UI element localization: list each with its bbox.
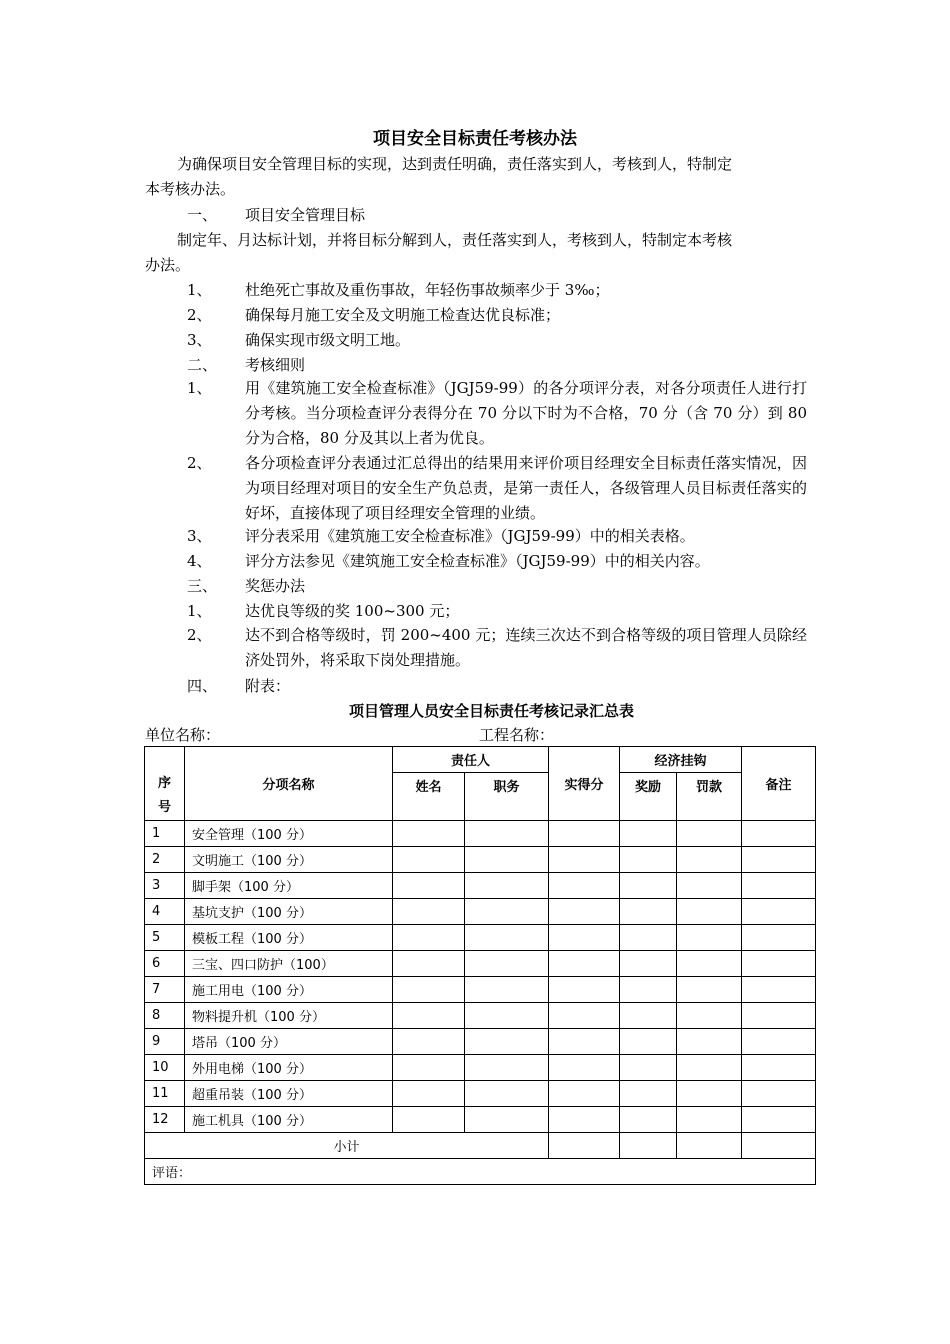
header-reward: 奖励 [620,773,677,821]
project-name-label: 工程名称： [479,726,555,744]
cell-penalty [677,1055,742,1081]
table-row [145,977,816,1003]
subtotal-reward [620,1133,677,1159]
row-number: 2 [145,847,185,873]
table-row [145,1055,816,1081]
cell-reward [620,951,677,977]
cell-remark [742,1081,816,1107]
cell-name [393,977,465,1003]
cell-name [393,847,465,873]
cell-position [465,847,549,873]
section-2-item-text: 各分项检查评分表通过汇总得出的结果用来评价项目经理安全目标责任落实情况，因为项目经理对项目的安全生产负总责，是第一责任人，各级管理人员目标责任落实的好坏，直接体现了项目经理安全管理的业绩。 [245,454,807,522]
cell-position [465,899,549,925]
cell-position [465,977,549,1003]
cell-penalty [677,873,742,899]
cell-name [393,873,465,899]
cell-reward [620,899,677,925]
cell-reward [620,977,677,1003]
table-row [145,847,816,873]
cell-remark [742,847,816,873]
cell-position [465,1081,549,1107]
table-row [145,1107,816,1133]
cell-penalty [677,1029,742,1055]
cell-remark [742,1107,816,1133]
cell-name [393,821,465,847]
subtotal-penalty [677,1133,742,1159]
section-3-item-text: 达优良等级的奖 100~300 元； [245,602,460,620]
unit-name-label: 单位名称： [145,726,221,744]
section-1-item-text: 确保每月施工安全及文明施工检查达优良标准； [245,306,561,324]
section-3-heading: 奖惩办法 [245,577,306,595]
cell-score [549,1003,620,1029]
section-1-para-line-1: 制定年、月达标计划，并将目标分解到人，责任落实到人，考核到人，特制定本考核 [177,231,733,249]
cell-score [549,847,620,873]
section-1-item-number: 2、 [187,306,212,324]
section-2-item-text: 评分表采用《建筑施工安全检查标准》（JGJ59-99）中的相关表格。 [245,527,695,545]
row-number: 7 [145,977,185,1003]
cell-score [549,821,620,847]
header-serial-bottom: 号 [157,800,171,815]
cell-penalty [677,899,742,925]
cell-remark [742,1055,816,1081]
section-2-item-number: 1、 [187,379,212,397]
cell-remark [742,821,816,847]
comment-label: 评语： [145,1159,816,1185]
cell-penalty [677,977,742,1003]
section-1-item-number: 1、 [187,281,212,299]
row-number: 12 [145,1107,185,1133]
section-4-heading: 附表： [245,677,291,695]
section-2-item-number: 2、 [187,454,212,472]
subtotal-remark [742,1133,816,1159]
row-item: 脚手架（100 分） [185,873,393,899]
cell-remark [742,899,816,925]
cell-position [465,821,549,847]
section-1-item-text: 确保实现市级文明工地。 [245,331,411,349]
row-item: 文明施工（100 分） [185,847,393,873]
cell-name [393,1055,465,1081]
table-row [145,1081,816,1107]
cell-reward [620,1029,677,1055]
cell-position [465,873,549,899]
cell-name [393,1003,465,1029]
cell-reward [620,1081,677,1107]
section-1-number: 一、 [187,206,218,224]
intro-line-2: 本考核办法。 [145,180,236,198]
cell-remark [742,951,816,977]
cell-penalty [677,1107,742,1133]
header-responsible: 责任人 [393,747,549,773]
cell-reward [620,1107,677,1133]
header-score: 实得分 [549,747,620,821]
section-4-number: 四、 [187,677,218,695]
row-number: 4 [145,899,185,925]
section-2-item-number: 4、 [187,552,212,570]
row-number: 9 [145,1029,185,1055]
section-3-item-number: 2、 [187,626,212,644]
table-title: 项目管理人员安全目标责任考核记录汇总表 [348,702,634,720]
table-row [145,821,816,847]
header-position: 职务 [465,773,549,821]
cell-name [393,925,465,951]
header-name: 姓名 [393,773,465,821]
cell-score [549,1107,620,1133]
section-2-number: 二、 [187,356,218,374]
cell-position [465,1107,549,1133]
cell-remark [742,977,816,1003]
row-item: 安全管理（100 分） [185,821,393,847]
row-number: 10 [145,1055,185,1081]
row-item: 塔吊（100 分） [185,1029,393,1055]
section-3-item-text: 达不到合格等级时，罚 200~400 元；连续三次达不到合格等级的项目管理人员除经济处罚外，将采取下岗处理措施。 [245,626,807,669]
cell-reward [620,925,677,951]
row-item: 施工用电（100 分） [185,977,393,1003]
cell-position [465,1029,549,1055]
table-row [145,951,816,977]
cell-penalty [677,1003,742,1029]
table-row [145,873,816,899]
row-item: 物料提升机（100 分） [185,1003,393,1029]
section-3-number: 三、 [187,577,218,595]
document-title: 项目安全目标责任考核办法 [373,129,577,149]
cell-remark [742,1003,816,1029]
section-2-item-number: 3、 [187,527,212,545]
cell-name [393,1107,465,1133]
cell-reward [620,821,677,847]
cell-reward [620,847,677,873]
cell-penalty [677,925,742,951]
cell-name [393,899,465,925]
header-penalty: 罚款 [677,773,742,821]
header-serial-top: 序 [157,776,171,791]
cell-position [465,1003,549,1029]
cell-reward [620,1055,677,1081]
cell-score [549,1055,620,1081]
cell-penalty [677,951,742,977]
cell-penalty [677,821,742,847]
section-2-item-text: 用《建筑施工安全检查标准》（JGJ59-99）的各分项评分表，对各分项责任人进行打分考核。当分项检查评分表得分在 70 分以下时为不合格，70 分（含 70 分）到 80 分为合格，80 分及其以上者为优良。 [245,379,807,447]
row-item: 施工机具（100 分） [185,1107,393,1133]
section-1-heading: 项目安全管理目标 [245,206,366,224]
row-item: 超重吊装（100 分） [185,1081,393,1107]
cell-reward [620,1003,677,1029]
section-2-item-text: 评分方法参见《建筑施工安全检查标准》（JGJ59-99）中的相关内容。 [245,552,710,570]
table-row [145,899,816,925]
cell-remark [742,873,816,899]
comment-row [145,1159,816,1185]
cell-reward [620,873,677,899]
row-item: 基坑支护（100 分） [185,899,393,925]
row-item: 三宝、四口防护（100） [185,951,393,977]
table-row [145,1003,816,1029]
cell-name [393,1029,465,1055]
header-economic: 经济挂钩 [620,747,742,773]
cell-score [549,1081,620,1107]
table-header-row [145,747,816,773]
intro-line-1: 为确保项目安全管理目标的实现，达到责任明确，责任落实到人，考核到人，特制定 [177,155,733,173]
cell-name [393,1081,465,1107]
cell-position [465,925,549,951]
header-item: 分项名称 [185,747,393,821]
header-remark: 备注 [742,747,816,821]
row-number: 8 [145,1003,185,1029]
cell-score [549,951,620,977]
section-1-item-text: 杜绝死亡事故及重伤事故，年轻伤事故频率少于 3‰； [245,281,610,299]
cell-remark [742,925,816,951]
cell-penalty [677,1081,742,1107]
cell-score [549,1029,620,1055]
cell-remark [742,1029,816,1055]
table-row [145,925,816,951]
cell-score [549,899,620,925]
cell-name [393,951,465,977]
cell-penalty [677,847,742,873]
section-3-item-number: 1、 [187,602,212,620]
assessment-summary-table [144,746,816,1185]
row-number: 5 [145,925,185,951]
row-number: 3 [145,873,185,899]
row-number: 1 [145,821,185,847]
section-2-heading: 考核细则 [245,356,306,374]
table-row [145,1029,816,1055]
header-serial [145,747,185,821]
cell-score [549,977,620,1003]
cell-score [549,873,620,899]
row-item: 外用电梯（100 分） [185,1055,393,1081]
subtotal-row [145,1133,816,1159]
subtotal-label: 小计 [145,1133,549,1159]
cell-score [549,925,620,951]
row-number: 11 [145,1081,185,1107]
section-1-item-number: 3、 [187,331,212,349]
cell-position [465,951,549,977]
cell-position [465,1055,549,1081]
row-number: 6 [145,951,185,977]
row-item: 模板工程（100 分） [185,925,393,951]
section-1-para-line-2: 办法。 [145,256,191,274]
subtotal-score [549,1133,620,1159]
